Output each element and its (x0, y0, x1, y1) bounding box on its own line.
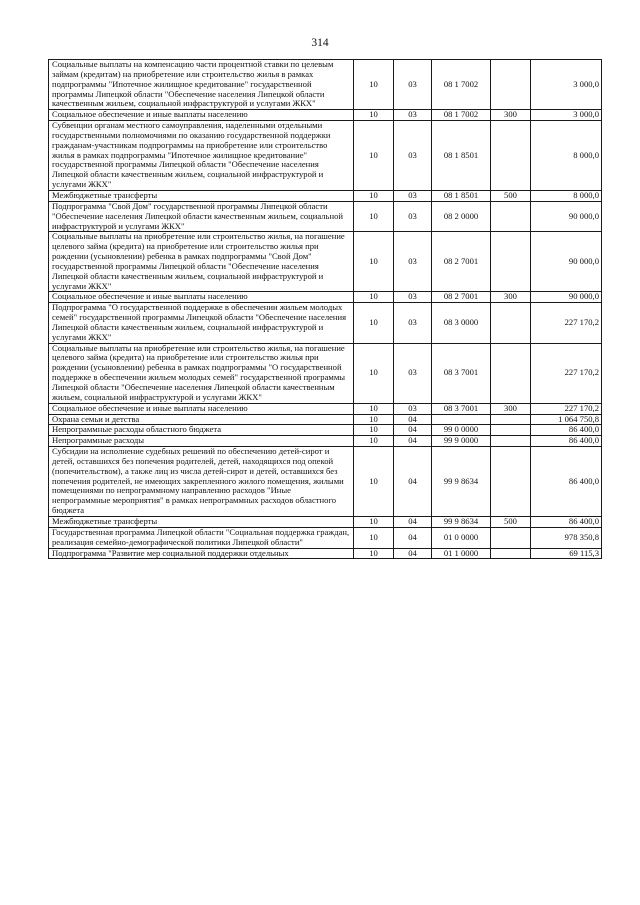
row-amount: 8 000,0 (531, 121, 602, 191)
row-name: Непрограммные расходы областного бюджета (49, 425, 354, 436)
row-target-article (432, 414, 491, 425)
row-expense-kind (491, 436, 531, 447)
table-row (49, 232, 602, 292)
row-expense-kind: 500 (491, 516, 531, 527)
row-section: 10 (354, 110, 394, 121)
row-expense-kind: 500 (491, 190, 531, 201)
row-amount: 1 064 750,8 (531, 414, 602, 425)
row-subsection: 04 (394, 527, 432, 548)
row-expense-kind: 300 (491, 110, 531, 121)
row-name: Социальные выплаты на компенсацию части процентной ставки по целевым займам (кредитам) на приобретение или строительство жилья в рамках подпрограммы "Ипотечное жилищное кредитование" государственной программы Липецкой области "Обеспечение населения Липецкой области качественным жильем, социальной инфраструктурой и услугами ЖКХ" (49, 60, 354, 110)
budget-table-body (49, 60, 602, 559)
row-name: Социальное обеспечение и иные выплаты населению (49, 403, 354, 414)
row-subsection: 04 (394, 447, 432, 517)
row-subsection: 03 (394, 110, 432, 121)
row-name: Государственная программа Липецкой области "Социальная поддержка граждан, реализация семейно-демографической политики Липецкой области" (49, 527, 354, 548)
row-amount: 8 000,0 (531, 190, 602, 201)
row-amount: 86 400,0 (531, 516, 602, 527)
row-name: Подпрограмма "Развитие мер социальной поддержки отдельных (49, 548, 354, 559)
row-target-article: 01 0 0000 (432, 527, 491, 548)
row-subsection: 03 (394, 190, 432, 201)
row-target-article: 08 1 8501 (432, 121, 491, 191)
row-name: Социальное обеспечение и иные выплаты населению (49, 110, 354, 121)
row-amount: 227 170,2 (531, 403, 602, 414)
row-subsection: 03 (394, 343, 432, 403)
table-row (49, 436, 602, 447)
row-section: 10 (354, 292, 394, 303)
row-name: Межбюджетные трансферты (49, 190, 354, 201)
table-row (49, 201, 602, 232)
row-expense-kind (491, 414, 531, 425)
page-number: 314 (311, 37, 329, 49)
row-name: Межбюджетные трансферты (49, 516, 354, 527)
table-row (49, 60, 602, 110)
row-name: Социальные выплаты на приобретение или строительство жилья, на погашение целевого займа (кредита) на приобретение или строительство жилья при рождении (усыновлении) ребенка в рамках подпрограммы "О государственной поддержке в обеспечении жильем молодых семей" государственной программы Липецкой области "Обеспечение населения Липецкой области качественным жильем, социальной инфраструктурой и услугами ЖКХ" (49, 343, 354, 403)
row-target-article: 08 2 7001 (432, 292, 491, 303)
row-section: 10 (354, 527, 394, 548)
row-target-article: 99 9 0000 (432, 436, 491, 447)
row-name: Социальное обеспечение и иные выплаты населению (49, 292, 354, 303)
row-subsection: 03 (394, 232, 432, 292)
row-subsection: 03 (394, 303, 432, 343)
row-section: 10 (354, 436, 394, 447)
table-row (49, 403, 602, 414)
table-row (49, 110, 602, 121)
row-name: Социальные выплаты на приобретение или строительство жилья, на погашение целевого займа (кредита) на приобретение или строительство жилья при рождении (усыновлении) ребенка в рамках подпрограммы "Свой Дом" государственной программы Липецкой области "Обеспечение населения Липецкой области качественным жильем, социальной инфраструктурой и услугами ЖКХ" (49, 232, 354, 292)
table-row (49, 292, 602, 303)
row-subsection: 03 (394, 201, 432, 232)
row-expense-kind (491, 343, 531, 403)
table-row (49, 516, 602, 527)
row-section: 10 (354, 403, 394, 414)
row-section: 10 (354, 516, 394, 527)
row-amount: 90 000,0 (531, 292, 602, 303)
row-expense-kind: 300 (491, 292, 531, 303)
row-target-article: 08 2 0000 (432, 201, 491, 232)
table-row (49, 190, 602, 201)
row-section: 10 (354, 303, 394, 343)
row-target-article: 99 0 0000 (432, 425, 491, 436)
row-amount: 227 170,2 (531, 343, 602, 403)
row-section: 10 (354, 447, 394, 517)
row-expense-kind (491, 303, 531, 343)
row-section: 10 (354, 201, 394, 232)
row-target-article: 01 1 0000 (432, 548, 491, 559)
row-expense-kind (491, 121, 531, 191)
row-expense-kind (491, 201, 531, 232)
row-expense-kind (491, 425, 531, 436)
row-name: Субвенции органам местного самоуправления, наделенными отдельными государственными полномочиями по оказанию государственной поддержки гражданам-участникам подпрограммы на приобретение или строительство жилья в рамках подпрограммы "Ипотечное жилищное кредитование" государственной программы Липецкой области "Обеспечение населения Липецкой области качественным жильем, социальной инфраструктурой и услугами ЖКХ" (49, 121, 354, 191)
row-expense-kind: 300 (491, 403, 531, 414)
row-subsection: 04 (394, 436, 432, 447)
row-target-article: 99 9 8634 (432, 516, 491, 527)
row-amount: 86 400,0 (531, 447, 602, 517)
table-row (49, 447, 602, 517)
row-target-article: 08 3 0000 (432, 303, 491, 343)
row-target-article: 08 1 7002 (432, 60, 491, 110)
row-amount: 978 350,8 (531, 527, 602, 548)
row-subsection: 03 (394, 292, 432, 303)
table-row (49, 414, 602, 425)
row-expense-kind (491, 232, 531, 292)
row-expense-kind (491, 60, 531, 110)
row-section: 10 (354, 414, 394, 425)
row-name: Охрана семьи и детства (49, 414, 354, 425)
row-target-article: 08 1 8501 (432, 190, 491, 201)
budget-table (48, 59, 602, 559)
table-row (49, 303, 602, 343)
row-amount: 90 000,0 (531, 232, 602, 292)
row-name: Подпрограмма "Свой Дом" государственной программы Липецкой области "Обеспечение населения Липецкой области качественным жильем, социальной инфраструктурой и услугами ЖКХ" (49, 201, 354, 232)
row-target-article: 08 2 7001 (432, 232, 491, 292)
row-subsection: 03 (394, 60, 432, 110)
row-section: 10 (354, 190, 394, 201)
row-section: 10 (354, 232, 394, 292)
row-subsection: 04 (394, 548, 432, 559)
row-target-article: 99 9 8634 (432, 447, 491, 517)
row-name: Непрограммные расходы (49, 436, 354, 447)
row-target-article: 08 1 7002 (432, 110, 491, 121)
row-subsection: 03 (394, 403, 432, 414)
table-row (49, 425, 602, 436)
row-section: 10 (354, 60, 394, 110)
table-row (49, 121, 602, 191)
row-expense-kind (491, 447, 531, 517)
row-expense-kind (491, 548, 531, 559)
row-name: Субсидии на исполнение судебных решений по обеспечению детей-сирот и детей, оставшихся без попечения родителей, детей, находящихся под опекой (попечительством), а также лиц из числа детей-сирот и детей, оставшихся без попечения родителей, не имеющих закрепленного жилого помещения, жилыми помещениями по непрограммному направлению расходов "Иные непрограммные мероприятия" в рамках непрограммных расходов областного бюджета (49, 447, 354, 517)
row-expense-kind (491, 527, 531, 548)
row-name: Подпрограмма "О государственной поддержке в обеспечении жильем молодых семей" государственной программы Липецкой области "Обеспечение населения Липецкой области качественным жильем, социальной инфраструктурой и услугами ЖКХ" (49, 303, 354, 343)
row-subsection: 04 (394, 425, 432, 436)
row-section: 10 (354, 121, 394, 191)
row-amount: 90 000,0 (531, 201, 602, 232)
row-section: 10 (354, 548, 394, 559)
row-amount: 86 400,0 (531, 425, 602, 436)
row-target-article: 08 3 7001 (432, 403, 491, 414)
row-subsection: 04 (394, 516, 432, 527)
table-row (49, 527, 602, 548)
row-target-article: 08 3 7001 (432, 343, 491, 403)
row-amount: 227 170,2 (531, 303, 602, 343)
row-amount: 86 400,0 (531, 436, 602, 447)
row-amount: 3 000,0 (531, 110, 602, 121)
table-row (49, 343, 602, 403)
row-section: 10 (354, 343, 394, 403)
table-row (49, 548, 602, 559)
row-subsection: 03 (394, 121, 432, 191)
row-amount: 69 115,3 (531, 548, 602, 559)
row-amount: 3 000,0 (531, 60, 602, 110)
row-subsection: 04 (394, 414, 432, 425)
row-section: 10 (354, 425, 394, 436)
